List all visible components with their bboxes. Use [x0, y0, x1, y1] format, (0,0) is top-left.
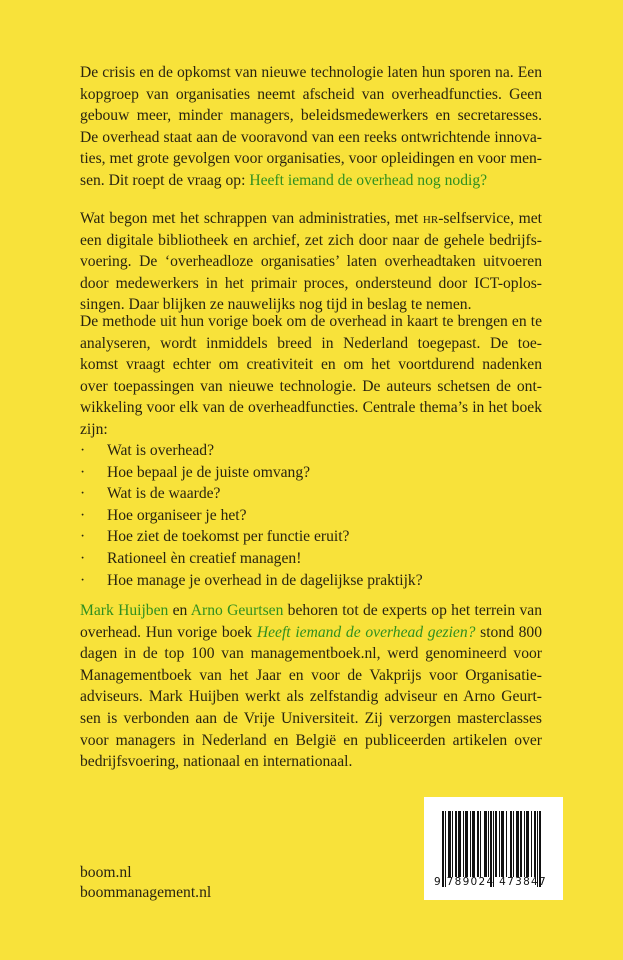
bullet-icon: · — [80, 549, 86, 567]
publisher-link[interactable]: boom.nl — [80, 864, 132, 881]
bullet-icon: · — [80, 442, 86, 459]
theme-item — [80, 483, 423, 505]
method-line: zijn: — [80, 420, 108, 438]
context-line: voering. De ‘overheadloze organisaties’ laten overheadtaken uitvoeren — [80, 253, 542, 271]
context-line — [80, 208, 542, 230]
isbn-number: 9 789024 473847 — [434, 876, 548, 888]
hr-abbreviation: hr — [422, 210, 439, 227]
intro-paragraph — [80, 62, 542, 192]
bullet-icon: · — [80, 571, 86, 589]
intro-question-lead: sen. Dit roept de vraag op: — [80, 171, 250, 189]
bullet-icon: · — [80, 506, 86, 524]
bullet-icon: · — [80, 485, 86, 503]
authors-line-suffix: behoren tot de experts op het terrein van — [283, 602, 542, 619]
authors-line: bedrijfsvoering, nationaal en internationaal. — [80, 753, 353, 771]
authors-line-suffix: stond 800 — [475, 623, 543, 641]
context-line: door medewerkers in het primair proces, ondersteund door ICT-oplos- — [80, 274, 542, 292]
author-name: Mark Huijben — [80, 602, 169, 619]
method-line: wikkeling voor elk van de overheadfuncties. Centrale thema’s in het boek — [80, 399, 542, 417]
theme-label: Hoe ziet de toekomst per functie eruit? — [107, 528, 350, 546]
bullet-icon: · — [80, 528, 86, 546]
key-question: Heeft iemand de overhead nog nodig? — [249, 171, 488, 189]
theme-item — [80, 526, 423, 548]
theme-label: Hoe manage je overhead in de dagelijkse praktijk? — [107, 571, 423, 589]
context-paragraph — [80, 208, 542, 316]
method-line: komst vraagt echter om creativiteit en om het voortdurend nadenken — [80, 356, 542, 374]
isbn-barcode — [424, 797, 563, 900]
authors-line-prefix: overhead. Hun vorige boek — [80, 623, 257, 641]
authors-line: Managementboek van het Jaar en voor de Vakprijs voor Organisatie- — [80, 666, 542, 684]
method-line: over toepassingen van nieuwe technologie. De auteurs schetsen de ont- — [80, 377, 542, 395]
method-line: De methode uit hun vorige boek om de overhead in kaart te brengen en te — [80, 313, 542, 330]
theme-item — [80, 505, 423, 527]
authors-paragraph — [80, 600, 542, 773]
theme-label: Wat is de waarde? — [107, 485, 221, 503]
authors-line — [80, 622, 542, 644]
authors-line — [80, 600, 542, 622]
theme-list — [80, 440, 423, 591]
theme-item — [80, 548, 423, 570]
context-line: singen. Daar blijken ze nauwelijks nog tijd in beslag te nemen. — [80, 296, 472, 314]
authors-line: sen is verbonden aan de Vrije Universiteit. Zij verzorgen masterclasses — [80, 709, 542, 727]
method-line: analyseren, wordt inmiddels breed in Nederland toegepast. De toe- — [80, 334, 542, 352]
theme-item — [80, 570, 423, 592]
bullet-icon: · — [80, 463, 86, 481]
publisher-link[interactable]: boommanagement.nl — [80, 884, 212, 901]
context-line-suffix: -selfservice, met — [438, 210, 542, 227]
intro-line: gebouw meer, minder managers, beleidsmedewerkers en secretaresses. — [80, 107, 542, 125]
previous-book-title: Heeft iemand de overhead gezien? — [256, 623, 476, 641]
method-paragraph — [80, 311, 542, 441]
theme-item — [80, 440, 423, 462]
intro-last-line — [80, 170, 542, 192]
publisher-links — [80, 863, 211, 903]
theme-label: Hoe organiseer je het? — [107, 506, 247, 524]
authors-line: dagen in de top 100 van managementboek.nl, werd genomineerd voor — [80, 645, 542, 663]
theme-label: Rationeel èn creatief managen! — [107, 549, 302, 567]
authors-line: adviseurs. Mark Huijben werkt als zelfstandig adviseur en Arno Geurt- — [80, 688, 542, 706]
theme-item — [80, 462, 423, 484]
theme-label: Wat is overhead? — [107, 442, 214, 459]
authors-conjunction: en — [168, 602, 191, 619]
authors-line: voor managers in Nederland en België en publiceerden artikelen over — [80, 731, 542, 749]
context-line-prefix: Wat begon met het schrappen van administraties, met — [80, 210, 423, 227]
intro-line: De overhead staat aan de vooravond van een reeks ontwrichtende innova- — [80, 128, 542, 146]
intro-line: kopgroep van organisaties neemt afscheid van overheadfuncties. Geen — [80, 85, 542, 103]
theme-label: Hoe bepaal je de juiste omvang? — [107, 463, 311, 481]
intro-line: De crisis en de opkomst van nieuwe technologie laten hun sporen na. Een — [80, 64, 542, 81]
author-name: Arno Geurtsen — [190, 602, 284, 619]
intro-line: ties, met grote gevolgen voor organisaties, voor opleidingen en voor men- — [80, 150, 542, 168]
context-line: een digitale bibliotheek en archief, zet zich door naar de gehele bedrijfs- — [80, 231, 542, 249]
